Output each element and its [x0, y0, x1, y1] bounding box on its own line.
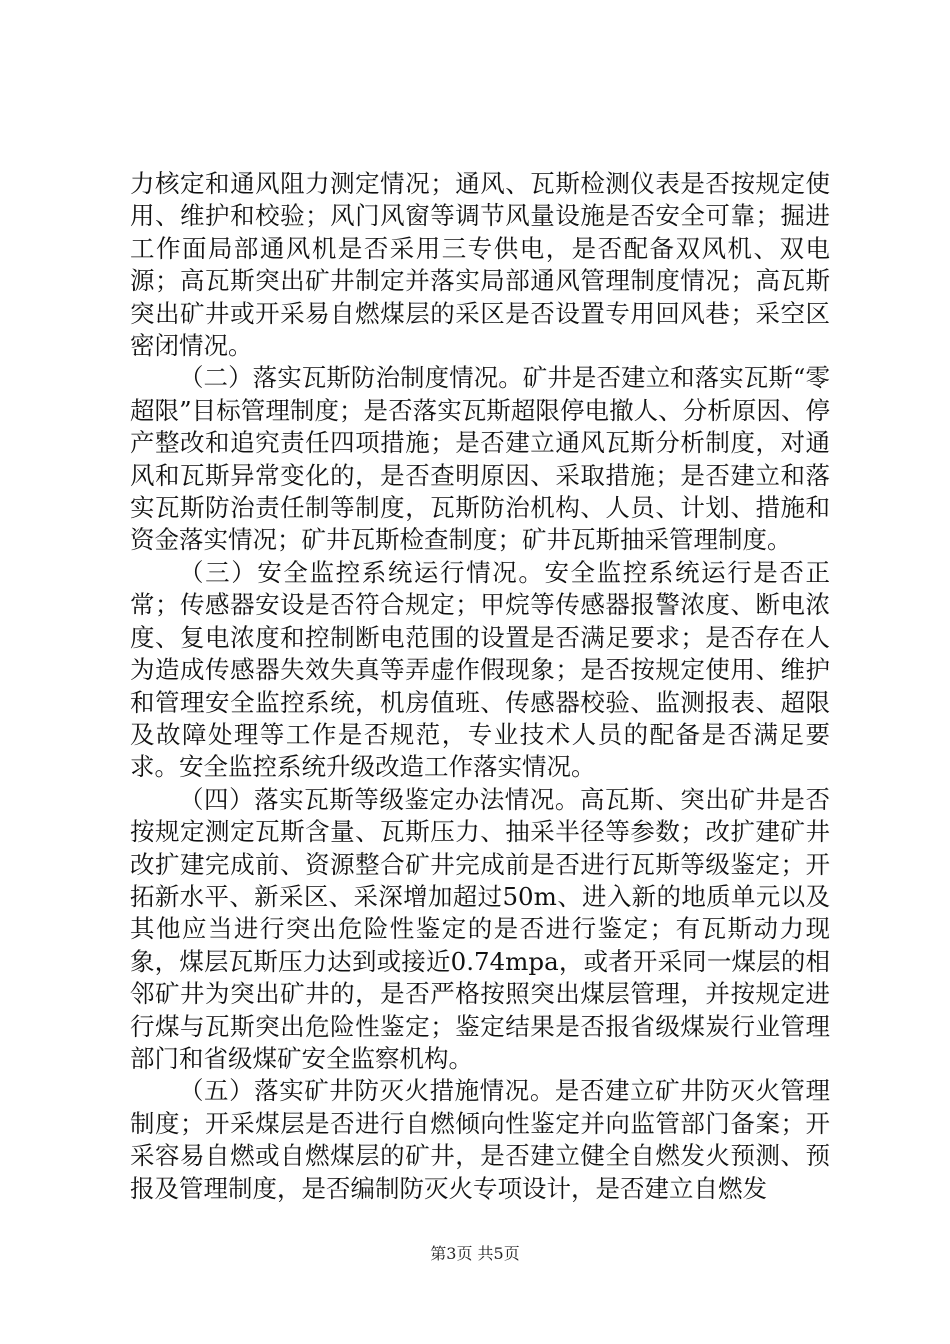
document-body	[130, 168, 830, 1205]
paragraph-section-4: （四）落实瓦斯等级鉴定办法情况。高瓦斯、突出矿井是否按规定测定瓦斯含量、瓦斯压力、抽采半径等参数；改扩建矿井改扩建完成前、资源整合矿井完成前是否进行瓦斯等级鉴定；开拓新水平、新采区、采深增加超过50m、进入新的地质单元以及其他应当进行突出危险性鉴定的是否进行鉴定；有瓦斯动力现象，煤层瓦斯压力达到或接近0.74mpa，或者开采同一煤层的相邻矿井为突出矿井的，是否严格按照突出煤层管理，并按规定进行煤与瓦斯突出危险性鉴定；鉴定结果是否报省级煤炭行业管理部门和省级煤矿安全监察机构。	[130, 784, 830, 1073]
paragraph-section-2: （二）落实瓦斯防治制度情况。矿井是否建立和落实瓦斯“零超限”目标管理制度；是否落实瓦斯超限停电撤人、分析原因、停产整改和追究责任四项措施；是否建立通风瓦斯分析制度，对通风和瓦斯异常变化的，是否查明原因、采取措施；是否建立和落实瓦斯防治责任制等制度，瓦斯防治机构、人员、计划、措施和资金落实情况；矿井瓦斯检查制度；矿井瓦斯抽采管理制度。	[130, 363, 830, 555]
paragraph-section-3: （三）安全监控系统运行情况。安全监控系统运行是否正常；传感器安设是否符合规定；甲烷等传感器报警浓度、断电浓度、复电浓度和控制断电范围的设置是否满足要求；是否存在人为造成传感器失效失真等弄虚作假现象；是否按规定使用、维护和管理安全监控系统，机房值班、传感器校验、监测报表、超限及故障处理等工作是否规范，专业技术人员的配备是否满足要求。安全监控系统升级改造工作落实情况。	[130, 557, 830, 782]
page-number-footer: 第3页 共5页	[430, 1244, 520, 1263]
paragraph-section-5: （五）落实矿井防灭火措施情况。是否建立矿井防灭火管理制度；开采煤层是否进行自燃倾向性鉴定并向监管部门备案；开采容易自燃或自燃煤层的矿井，是否建立健全自燃发火预测、预报及管理制度，是否编制防灭火专项设计，是否建立自燃发	[130, 1076, 830, 1203]
paragraph-continuation: 力核定和通风阻力测定情况；通风、瓦斯检测仪表是否按规定使用、维护和校验；风门风窗等调节风量设施是否安全可靠；掘进工作面局部通风机是否采用三专供电，是否配备双风机、双电源；高瓦斯突出矿井制定并落实局部通风管理制度情况；高瓦斯突出矿井或开采易自燃煤层的采区是否设置专用回风巷；采空区密闭情况。	[130, 169, 830, 361]
